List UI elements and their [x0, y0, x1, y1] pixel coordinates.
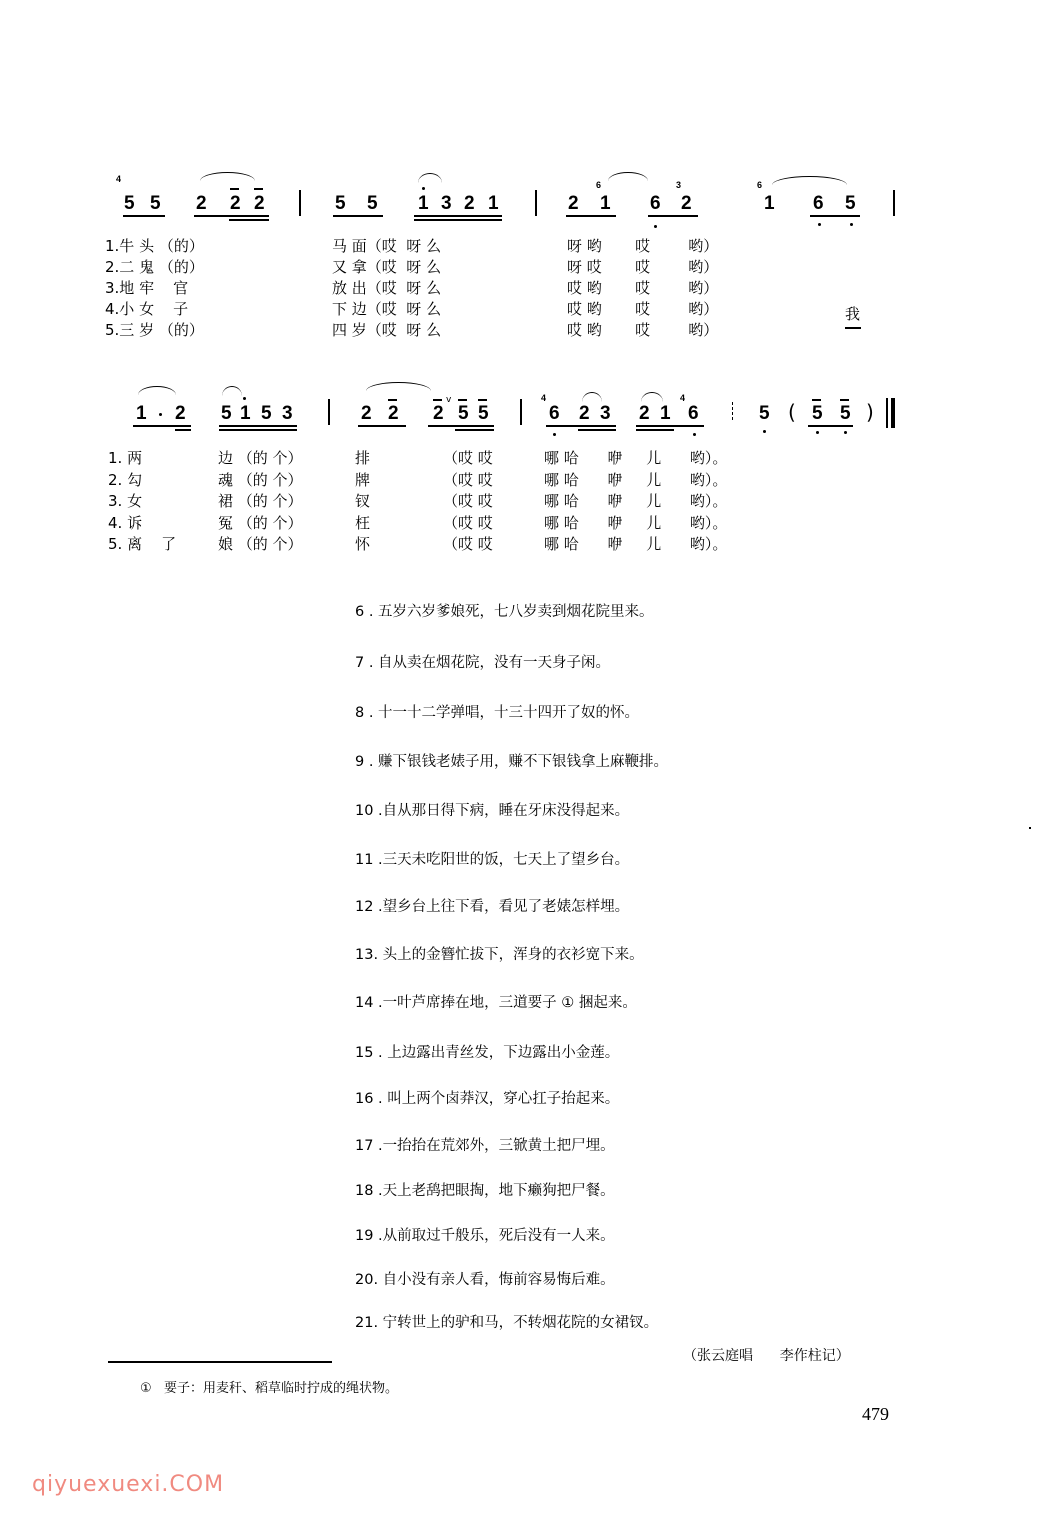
beam — [455, 429, 494, 431]
verse-line: 6 . 五岁六岁爹娘死，七八岁卖到烟花院里来。 — [355, 604, 654, 620]
beam — [358, 425, 406, 427]
barline — [893, 190, 895, 216]
breath-mark: v — [446, 395, 452, 405]
high-dot — [243, 397, 246, 400]
lyric-col3: 怀 — [355, 535, 371, 553]
grace-note: 4 — [680, 393, 686, 403]
speck — [1029, 827, 1031, 829]
lyric-col2: 又 拿（哎 呀 么 — [332, 258, 442, 276]
lyric-col2: 下 边（哎 呀 么 — [332, 300, 442, 318]
note: 1 — [764, 193, 775, 214]
open-paren: ( — [788, 400, 796, 424]
lyric-col5: 哪 哈 咿 儿 哟）。 — [544, 492, 728, 510]
slur — [582, 392, 602, 402]
lyric-col5: 哪 哈 咿 儿 哟）。 — [544, 471, 728, 489]
lyric-col3: 牌 — [355, 471, 371, 489]
lyric-col1: 3.地 牢 官 — [105, 279, 189, 297]
accent — [388, 399, 397, 401]
beam — [219, 425, 297, 427]
barline — [328, 399, 330, 425]
note: 5 — [812, 403, 823, 424]
note: 5 — [458, 403, 469, 424]
lyric-col1: 1. 两 — [108, 449, 143, 467]
note: 1 — [600, 193, 611, 214]
lyric-col2: 魂 （的 个） — [218, 471, 303, 489]
note: 2 — [568, 193, 579, 214]
verse-line: 18 .天上老鸹把眼掏，地下癞狗把尸餐。 — [355, 1183, 615, 1199]
note: 6 — [688, 403, 699, 424]
beam — [428, 425, 494, 427]
footnote: ① 要子：用麦秆、稻草临时拧成的绳状物。 — [140, 1381, 399, 1396]
grace-note: 6 — [757, 180, 763, 190]
verse-line: 15 . 上边露出青丝发，下边露出小金莲。 — [355, 1045, 620, 1061]
watermark: qiyuexuexi.COM — [32, 1472, 225, 1497]
lyric-col5: 哪 哈 咿 儿 哟）。 — [544, 449, 728, 467]
beam — [566, 215, 616, 217]
verse-line: 16 . 叫上两个卤莽汉，穿心扛子抬起来。 — [355, 1091, 620, 1107]
accent — [478, 399, 487, 401]
note: 2 — [230, 193, 241, 214]
accent — [840, 399, 849, 401]
note: 2 — [361, 403, 372, 424]
slur — [222, 386, 242, 396]
note: 2 — [254, 193, 265, 214]
accent — [254, 188, 263, 190]
lyric-col2: 冤 （的 个） — [218, 514, 303, 532]
slur — [200, 172, 255, 181]
lyric-col3: 呀 哟 哎 哟） — [567, 237, 719, 255]
note: 2 — [388, 403, 399, 424]
low-dot — [816, 431, 819, 434]
grace-note: 4 — [116, 174, 122, 184]
verse-line: 10 .自从那日得下病，睡在牙床没得起来。 — [355, 803, 630, 819]
footnote-rule — [108, 1361, 332, 1363]
slur — [418, 173, 442, 183]
lyric-col3: 枉 — [355, 514, 371, 532]
lyric-col1: 3. 女 — [108, 492, 143, 510]
note: 3 — [441, 193, 452, 214]
barline — [299, 190, 301, 216]
lyric-col1: 2. 勾 — [108, 471, 143, 489]
lyric-col1: 2.二 鬼 （的） — [105, 258, 204, 276]
final-barline-thick — [891, 398, 895, 428]
lyric-col3: 钗 — [355, 492, 371, 510]
note: 2 — [681, 193, 692, 214]
lyric-col2: 娘 （的 个） — [218, 535, 303, 553]
beam — [414, 215, 502, 217]
note: 5 — [759, 403, 770, 424]
lyric-col5: 哪 哈 咿 儿 哟）。 — [544, 535, 728, 553]
note: 1 — [136, 403, 147, 424]
slur — [138, 386, 176, 395]
lyric-col3: 呀 哎 哎 哟） — [567, 258, 719, 276]
lyric-col2: 放 出（哎 呀 么 — [332, 279, 442, 297]
note: 5 — [124, 193, 135, 214]
beam — [123, 215, 165, 217]
barline — [520, 399, 522, 425]
slur — [366, 382, 431, 391]
note: 5 — [845, 193, 856, 214]
beam — [333, 215, 383, 217]
pickup-lyric: 我 — [845, 305, 861, 323]
beam — [414, 219, 502, 221]
note: 2 — [196, 193, 207, 214]
lyric-col4: （哎 哎 — [443, 471, 493, 489]
note: 2 — [464, 193, 475, 214]
verse-line: 12 .望乡台上往下看，看见了老婊怎样埋。 — [355, 899, 630, 915]
dashed-barline — [732, 402, 734, 420]
verse-line: 17 .一抬抬在荒郊外，三锨黄土把尸埋。 — [355, 1138, 615, 1154]
note: 5 — [335, 193, 346, 214]
slur — [772, 176, 847, 185]
lyric-col2: 边 （的 个） — [218, 449, 303, 467]
pickup-underline — [845, 327, 861, 329]
verse-line: 7 . 自从卖在烟花院，没有一天身子闲。 — [355, 655, 611, 671]
lyric-col2: 裙 （的 个） — [218, 492, 303, 510]
accent — [230, 188, 239, 190]
beam — [229, 219, 269, 221]
lyric-col1: 5. 离 了 — [108, 535, 177, 553]
verse-line: 20. 自小没有亲人看，悔前容易悔后难。 — [355, 1272, 615, 1288]
note: 2 — [639, 403, 650, 424]
lyric-col3: 哎 哟 哎 哟） — [567, 321, 719, 339]
lyric-col4: （哎 哎 — [443, 535, 493, 553]
beam — [219, 429, 297, 431]
accent — [458, 399, 467, 401]
verse-line: 8 . 十一十二学弹唱，十三十四开了奴的怀。 — [355, 705, 640, 721]
note: 5 — [840, 403, 851, 424]
lyric-col3: 哎 哟 哎 哟） — [567, 279, 719, 297]
aug-dot — [159, 413, 162, 416]
note: 3 — [600, 403, 611, 424]
accent — [433, 399, 442, 401]
beam — [810, 215, 860, 217]
low-dot — [693, 433, 696, 436]
beam — [175, 429, 191, 431]
beam — [546, 425, 616, 427]
verse-line: 9 . 赚下银钱老婊子用，赚不下银钱拿上麻鞭排。 — [355, 754, 669, 770]
note: 2 — [433, 403, 444, 424]
verse-line: 21. 宁转世上的驴和马，不转烟花院的女裙钗。 — [355, 1315, 659, 1331]
beam — [636, 429, 674, 431]
beam — [808, 425, 853, 427]
note: 1 — [418, 193, 429, 214]
lyric-col4: （哎 哎 — [443, 449, 493, 467]
high-dot — [422, 187, 425, 190]
lyric-col3: 哎 哟 哎 哟） — [567, 300, 719, 318]
note: 1 — [240, 403, 251, 424]
low-dot — [763, 430, 766, 433]
lyric-col2: 四 岁（哎 呀 么 — [332, 321, 442, 339]
note: 6 — [650, 193, 661, 214]
barline — [535, 190, 537, 216]
note: 5 — [367, 193, 378, 214]
credit-line: （张云庭唱 李作柱记） — [683, 1348, 850, 1364]
note: 6 — [813, 193, 824, 214]
beam — [648, 215, 698, 217]
note: 5 — [478, 403, 489, 424]
note: 6 — [549, 403, 560, 424]
note: 5 — [261, 403, 272, 424]
note: 1 — [660, 403, 671, 424]
verse-line: 19 .从前取过千般乐，死后没有一人来。 — [355, 1228, 615, 1244]
lyric-col2: 马 面（哎 呀 么 — [332, 237, 442, 255]
note: 2 — [579, 403, 590, 424]
beam — [194, 215, 269, 217]
page-number: 479 — [862, 1404, 889, 1424]
grace-note: 4 — [541, 393, 547, 403]
lyric-col3: 排 — [355, 449, 371, 467]
low-dot — [818, 223, 821, 226]
note: 1 — [488, 193, 499, 214]
lyric-col4: （哎 哎 — [443, 514, 493, 532]
slur — [641, 392, 663, 402]
grace-note: 6 — [596, 180, 602, 190]
slur — [608, 172, 648, 181]
verse-line: 11 .三天未吃阳世的饭，七天上了望乡台。 — [355, 852, 630, 868]
low-dot — [850, 223, 853, 226]
lyric-col1: 4.小 女 子 — [105, 300, 189, 318]
accent — [812, 399, 821, 401]
lyric-col4: （哎 哎 — [443, 492, 493, 510]
verse-line: 14 .一叶芦席捧在地，三道要子 ① 捆起来。 — [355, 995, 637, 1011]
lyric-col1: 4. 诉 — [108, 514, 143, 532]
note: 2 — [175, 403, 186, 424]
final-barline-thin — [886, 398, 888, 428]
beam — [133, 425, 191, 427]
beam — [578, 429, 616, 431]
low-dot — [654, 225, 657, 228]
note: 3 — [282, 403, 293, 424]
close-paren: ) — [866, 400, 874, 424]
lyric-col1: 1.牛 头 （的） — [105, 237, 204, 255]
note: 5 — [221, 403, 232, 424]
lyric-col1: 5.三 岁 （的） — [105, 321, 204, 339]
grace-note: 3 — [676, 180, 682, 190]
lyric-col5: 哪 哈 咿 儿 哟）。 — [544, 514, 728, 532]
low-dot — [844, 431, 847, 434]
beam — [636, 425, 704, 427]
verse-line: 13. 头上的金簪忙拔下，浑身的衣衫宽下来。 — [355, 947, 644, 963]
note: 5 — [150, 193, 161, 214]
low-dot — [553, 433, 556, 436]
